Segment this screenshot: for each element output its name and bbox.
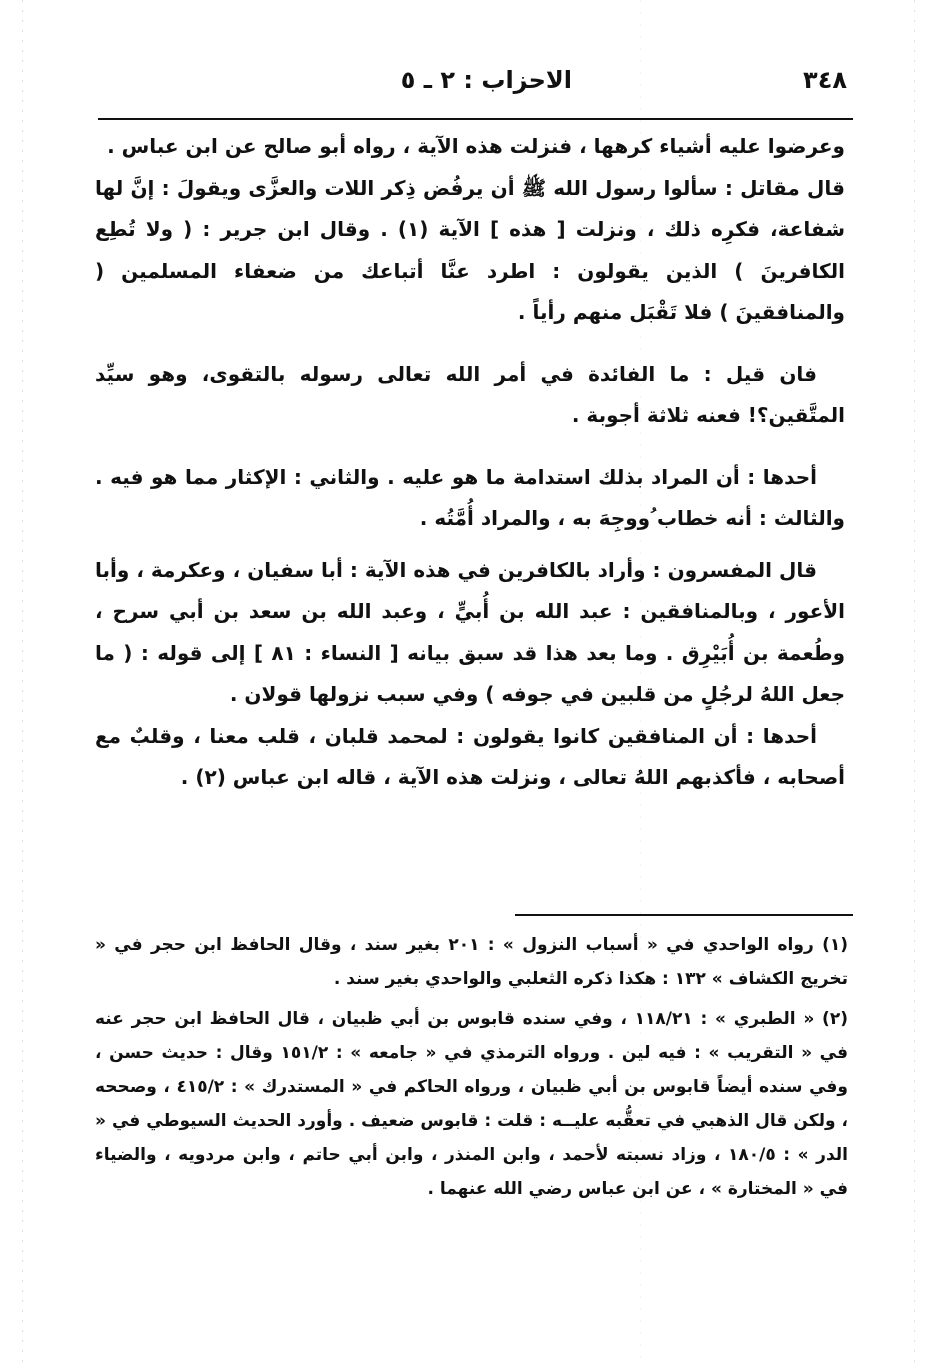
paragraph-6: أحدها : أن المنافقين كانوا يقولون : لمحمد قلبان ، قلب معنا ، وقلبٌ مع أصحابه ، فأكذبهم اللهُ تعالى ، ونزلت هذه الآية ، قاله ابن عباس (٢) .: [95, 723, 845, 789]
page-number: ٣٤٨: [803, 66, 847, 94]
paragraph-3: فان قيل : ما الفائدة في أمر الله تعالى رسوله بالتقوى، وهو سيِّد المتَّقين؟! فعنه ثلاثة أجوبة .: [95, 361, 845, 427]
page-header: [100, 66, 847, 106]
paragraph-4: أحدها : أن المراد بذلك استدامة ما هو عليه . والثاني : الإكثار مما هو فيه . والثالث : أنه خطاب ُووجِهَ به ، والمراد أُمَّتُه .: [95, 464, 845, 530]
paragraph-2: قال مقاتل : سألوا رسول الله ﷺ أن يرفُض ذِكر اللات والعزَّى ويقولَ : إنَّ لها شفاعة، فكرِه ذلك ، ونزلت [ هذه ] الآية (١) . وقال ابن جرير : ( ولا تُطِع الكافرينَ ) الذين يقولون : اطرد عنَّا أتباعك من ضعفاء المسلمين ( والمنافقينَ ) فلا تَقْبَل منهم رأياً .: [95, 175, 845, 324]
footnote-2: (٢) « الطبري » : ١١٨/٢١ ، وفي سنده قابوس بن أبي ظبيان ، قال الحافظ ابن حجر عنه في « التقريب » : فيه لين . ورواه الترمذي في « جامعه » : ١٥١/٢ وقال : حديث حسن ، وفي سنده أيضاً قابوس بن أبي ظبيان ، ورواه الحاكم في « المستدرك » : ٤١٥/٢ ، وصححه ، ولكن قال الذهبي في تعقُّبه عليــه : قلت : قابوس ضعيف . وأورد الحديث السيوطي في « الدر » : ١٨٠/٥ ، وزاد نسبته لأحمد ، وابن المنذر ، وابن أبي حاتم ، وابن مردويه ، والضياء في « المختارة » ، عن ابن عباس رضي الله عنهما .: [95, 1009, 849, 1199]
footnote-1: (١) رواه الواحدي في « أسباب النزول » : ٢٠١ بغير سند ، وقال الحافظ ابن حجر في « تخريج الكشاف » ١٣٢ : هكذا ذكره الثعلبي والواحدي بغير سند .: [95, 935, 849, 989]
header-rule: [98, 118, 853, 120]
paragraph-1: وعرضوا عليه أشياء كرهها ، فنزلت هذه الآية ، رواه أبو صالح عن ابن عباس .: [107, 134, 845, 158]
footnotes: [95, 928, 848, 1212]
scan-dotted-line-right: [914, 0, 915, 1365]
running-title: الاحزاب : ٢ ـ ٥: [400, 66, 572, 94]
footnote-rule: [515, 914, 853, 916]
paragraph-5: قال المفسرون : وأراد بالكافرين في هذه الآية : أبا سفيان ، وعكرمة ، وأبا الأعور ، وبالمنافقين : عبد الله بن أُبيٍّ ، وعبد الله بن سعد بن أبي سرح ، وطُعمة بن أُبَيْرِق . وما بعد هذا قد سبق بيانه [ النساء : ٨١ ] إلى قوله : ( ما جعل اللهُ لرجُلٍ من قلبين في جوفه ) وفي سبب نزولها قولان .: [95, 557, 846, 706]
scan-dotted-line-left: [22, 0, 23, 1365]
main-text: [95, 126, 845, 799]
